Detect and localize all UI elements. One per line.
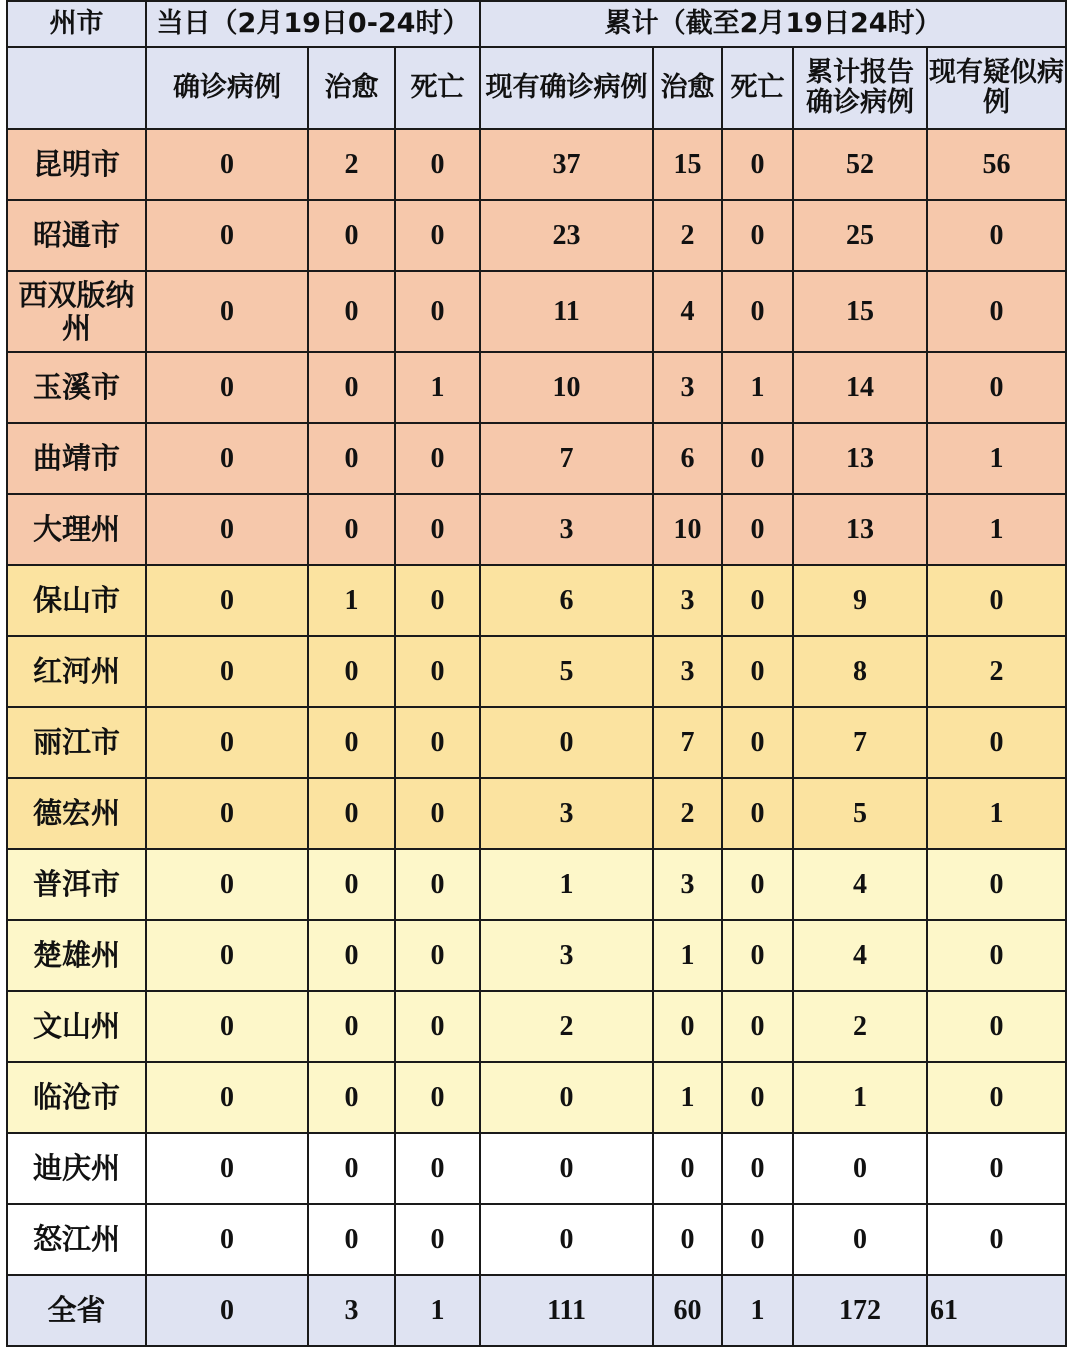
table-cell: 0 xyxy=(308,423,395,494)
table-row xyxy=(7,849,1066,920)
col-header-cum-reported: 累计报告确诊病例 xyxy=(793,47,927,129)
header-row-groups xyxy=(7,1,1066,47)
table-cell: 2 xyxy=(927,636,1066,707)
col-header-today-deaths: 死亡 xyxy=(395,47,480,129)
table-cell: 0 xyxy=(927,920,1066,991)
table-cell: 0 xyxy=(927,200,1066,271)
table-row xyxy=(7,494,1066,565)
table-cell: 0 xyxy=(146,636,308,707)
total-row xyxy=(7,1275,1066,1346)
table-cell: 0 xyxy=(395,129,480,200)
table-row xyxy=(7,271,1066,352)
table-cell: 52 xyxy=(793,129,927,200)
table-cell: 3 xyxy=(653,636,722,707)
table-cell: 0 xyxy=(722,129,793,200)
table-cell: 0 xyxy=(653,991,722,1062)
city-name: 文山州 xyxy=(7,991,146,1062)
table-row xyxy=(7,1204,1066,1275)
table-cell: 3 xyxy=(653,849,722,920)
col-header-today-cured: 治愈 xyxy=(308,47,395,129)
table-row xyxy=(7,636,1066,707)
total-cell: 3 xyxy=(308,1275,395,1346)
table-cell: 0 xyxy=(722,423,793,494)
blank-header-cell xyxy=(7,47,146,129)
table-cell: 1 xyxy=(653,1062,722,1133)
table-cell: 1 xyxy=(793,1062,927,1133)
table-cell: 0 xyxy=(146,565,308,636)
table-cell: 3 xyxy=(480,920,653,991)
table-cell: 4 xyxy=(793,920,927,991)
table-row xyxy=(7,423,1066,494)
table-cell: 56 xyxy=(927,129,1066,200)
table-cell: 0 xyxy=(146,423,308,494)
city-name: 普洱市 xyxy=(7,849,146,920)
table-cell: 1 xyxy=(480,849,653,920)
table-cell: 6 xyxy=(480,565,653,636)
table-cell: 0 xyxy=(480,1204,653,1275)
table-row xyxy=(7,565,1066,636)
table-cell: 5 xyxy=(793,778,927,849)
table-row xyxy=(7,920,1066,991)
table-cell: 7 xyxy=(653,707,722,778)
city-name: 临沧市 xyxy=(7,1062,146,1133)
table-cell: 9 xyxy=(793,565,927,636)
table-cell: 0 xyxy=(146,200,308,271)
table-row xyxy=(7,778,1066,849)
table-cell: 0 xyxy=(146,991,308,1062)
city-name: 丽江市 xyxy=(7,707,146,778)
total-cell: 172 xyxy=(793,1275,927,1346)
table-cell: 0 xyxy=(146,920,308,991)
total-cell: 61 xyxy=(927,1275,1066,1346)
table-cell: 10 xyxy=(653,494,722,565)
table-cell: 1 xyxy=(927,778,1066,849)
table-cell: 0 xyxy=(308,1133,395,1204)
table-cell: 0 xyxy=(653,1133,722,1204)
table-cell: 0 xyxy=(722,849,793,920)
table-cell: 0 xyxy=(395,494,480,565)
table-cell: 0 xyxy=(722,1133,793,1204)
total-cell: 1 xyxy=(722,1275,793,1346)
table-cell: 1 xyxy=(927,423,1066,494)
table-row xyxy=(7,1062,1066,1133)
table-cell: 2 xyxy=(308,129,395,200)
city-name: 迪庆州 xyxy=(7,1133,146,1204)
total-cell: 60 xyxy=(653,1275,722,1346)
table-cell: 0 xyxy=(146,778,308,849)
table-cell: 0 xyxy=(722,1204,793,1275)
table-cell: 4 xyxy=(653,271,722,352)
table-cell: 0 xyxy=(395,991,480,1062)
table-cell: 0 xyxy=(308,636,395,707)
table-cell: 0 xyxy=(927,707,1066,778)
table-row xyxy=(7,352,1066,423)
table-cell: 0 xyxy=(927,1133,1066,1204)
table-cell: 14 xyxy=(793,352,927,423)
table-cell: 0 xyxy=(722,1062,793,1133)
table-cell: 15 xyxy=(653,129,722,200)
col-header-current-confirmed: 现有确诊病例 xyxy=(480,47,653,129)
city-name: 昭通市 xyxy=(7,200,146,271)
total-label: 全省 xyxy=(7,1275,146,1346)
table-row xyxy=(7,991,1066,1062)
col-header-today-confirmed: 确诊病例 xyxy=(146,47,308,129)
table-cell: 0 xyxy=(927,271,1066,352)
epidemic-table xyxy=(6,0,1067,1347)
table-cell: 2 xyxy=(793,991,927,1062)
table-cell: 0 xyxy=(395,1204,480,1275)
table-cell: 0 xyxy=(395,920,480,991)
city-name: 玉溪市 xyxy=(7,352,146,423)
table-cell: 0 xyxy=(146,494,308,565)
city-name: 保山市 xyxy=(7,565,146,636)
table-cell: 0 xyxy=(927,849,1066,920)
col-header-cum-deaths: 死亡 xyxy=(722,47,793,129)
table-cell: 0 xyxy=(395,1133,480,1204)
table-cell: 0 xyxy=(146,271,308,352)
table-cell: 15 xyxy=(793,271,927,352)
table-cell: 7 xyxy=(793,707,927,778)
table-cell: 0 xyxy=(927,1062,1066,1133)
table-cell: 0 xyxy=(308,271,395,352)
table-cell: 2 xyxy=(653,200,722,271)
table-cell: 0 xyxy=(722,920,793,991)
table-cell: 0 xyxy=(653,1204,722,1275)
table-cell: 0 xyxy=(146,352,308,423)
table-cell: 0 xyxy=(395,565,480,636)
table-cell: 13 xyxy=(793,423,927,494)
table-cell: 1 xyxy=(308,565,395,636)
table-cell: 0 xyxy=(722,778,793,849)
table-cell: 0 xyxy=(395,1062,480,1133)
group-today-header: 当日（2月19日0-24时） xyxy=(146,1,480,47)
table-cell: 25 xyxy=(793,200,927,271)
table-cell: 3 xyxy=(653,352,722,423)
table-cell: 0 xyxy=(308,200,395,271)
table-cell: 0 xyxy=(146,129,308,200)
city-name: 德宏州 xyxy=(7,778,146,849)
table-cell: 8 xyxy=(793,636,927,707)
table-cell: 0 xyxy=(722,707,793,778)
table-cell: 0 xyxy=(722,991,793,1062)
table-cell: 3 xyxy=(480,778,653,849)
city-name: 怒江州 xyxy=(7,1204,146,1275)
city-name: 红河州 xyxy=(7,636,146,707)
table-cell: 0 xyxy=(395,423,480,494)
table-cell: 0 xyxy=(308,494,395,565)
table-cell: 0 xyxy=(722,494,793,565)
table-cell: 0 xyxy=(308,1204,395,1275)
table-cell: 0 xyxy=(308,920,395,991)
city-name: 曲靖市 xyxy=(7,423,146,494)
table-cell: 3 xyxy=(653,565,722,636)
table-cell: 0 xyxy=(722,565,793,636)
table-cell: 0 xyxy=(308,1062,395,1133)
table-cell: 0 xyxy=(480,1062,653,1133)
table-cell: 1 xyxy=(653,920,722,991)
table-cell: 10 xyxy=(480,352,653,423)
table-cell: 0 xyxy=(395,200,480,271)
table-cell: 0 xyxy=(480,1133,653,1204)
table-cell: 0 xyxy=(395,778,480,849)
total-cell: 1 xyxy=(395,1275,480,1346)
table-cell: 1 xyxy=(927,494,1066,565)
table-cell: 1 xyxy=(395,352,480,423)
table-cell: 0 xyxy=(395,636,480,707)
table-cell: 11 xyxy=(480,271,653,352)
city-name: 昆明市 xyxy=(7,129,146,200)
city-name: 楚雄州 xyxy=(7,920,146,991)
table-cell: 37 xyxy=(480,129,653,200)
col-header-current-suspected: 现有疑似病例 xyxy=(927,47,1066,129)
table-row xyxy=(7,707,1066,778)
table-row xyxy=(7,200,1066,271)
table-cell: 23 xyxy=(480,200,653,271)
table-cell: 0 xyxy=(146,1062,308,1133)
group-cumulative-header: 累计（截至2月19日24时） xyxy=(480,1,1066,47)
total-cell: 111 xyxy=(480,1275,653,1346)
table-cell: 5 xyxy=(480,636,653,707)
table-cell: 0 xyxy=(395,707,480,778)
table-cell: 0 xyxy=(146,707,308,778)
table-cell: 7 xyxy=(480,423,653,494)
table-cell: 4 xyxy=(793,849,927,920)
table-cell: 2 xyxy=(480,991,653,1062)
table-cell: 0 xyxy=(308,707,395,778)
header-row-columns xyxy=(7,47,1066,129)
table-cell: 0 xyxy=(395,849,480,920)
table-cell: 0 xyxy=(793,1133,927,1204)
table-cell: 0 xyxy=(927,991,1066,1062)
table-cell: 0 xyxy=(308,849,395,920)
table-cell: 0 xyxy=(146,1204,308,1275)
table-cell: 0 xyxy=(308,352,395,423)
table-cell: 1 xyxy=(722,352,793,423)
table-cell: 0 xyxy=(146,1133,308,1204)
table-cell: 13 xyxy=(793,494,927,565)
table-cell: 0 xyxy=(927,565,1066,636)
table-cell: 6 xyxy=(653,423,722,494)
table-cell: 3 xyxy=(480,494,653,565)
table-row xyxy=(7,1133,1066,1204)
col-city-header: 州市 xyxy=(7,1,146,47)
city-name: 大理州 xyxy=(7,494,146,565)
table-cell: 0 xyxy=(722,200,793,271)
table-cell: 2 xyxy=(653,778,722,849)
table-row xyxy=(7,129,1066,200)
table-cell: 0 xyxy=(308,778,395,849)
table-cell: 0 xyxy=(927,1204,1066,1275)
table-cell: 0 xyxy=(722,636,793,707)
total-cell: 0 xyxy=(146,1275,308,1346)
table-cell: 0 xyxy=(927,352,1066,423)
col-header-cum-cured: 治愈 xyxy=(653,47,722,129)
table-cell: 0 xyxy=(722,271,793,352)
table-cell: 0 xyxy=(146,849,308,920)
table-cell: 0 xyxy=(308,991,395,1062)
city-name: 西双版纳州 xyxy=(7,271,146,352)
table-cell: 0 xyxy=(480,707,653,778)
table-cell: 0 xyxy=(395,271,480,352)
table-cell: 0 xyxy=(793,1204,927,1275)
